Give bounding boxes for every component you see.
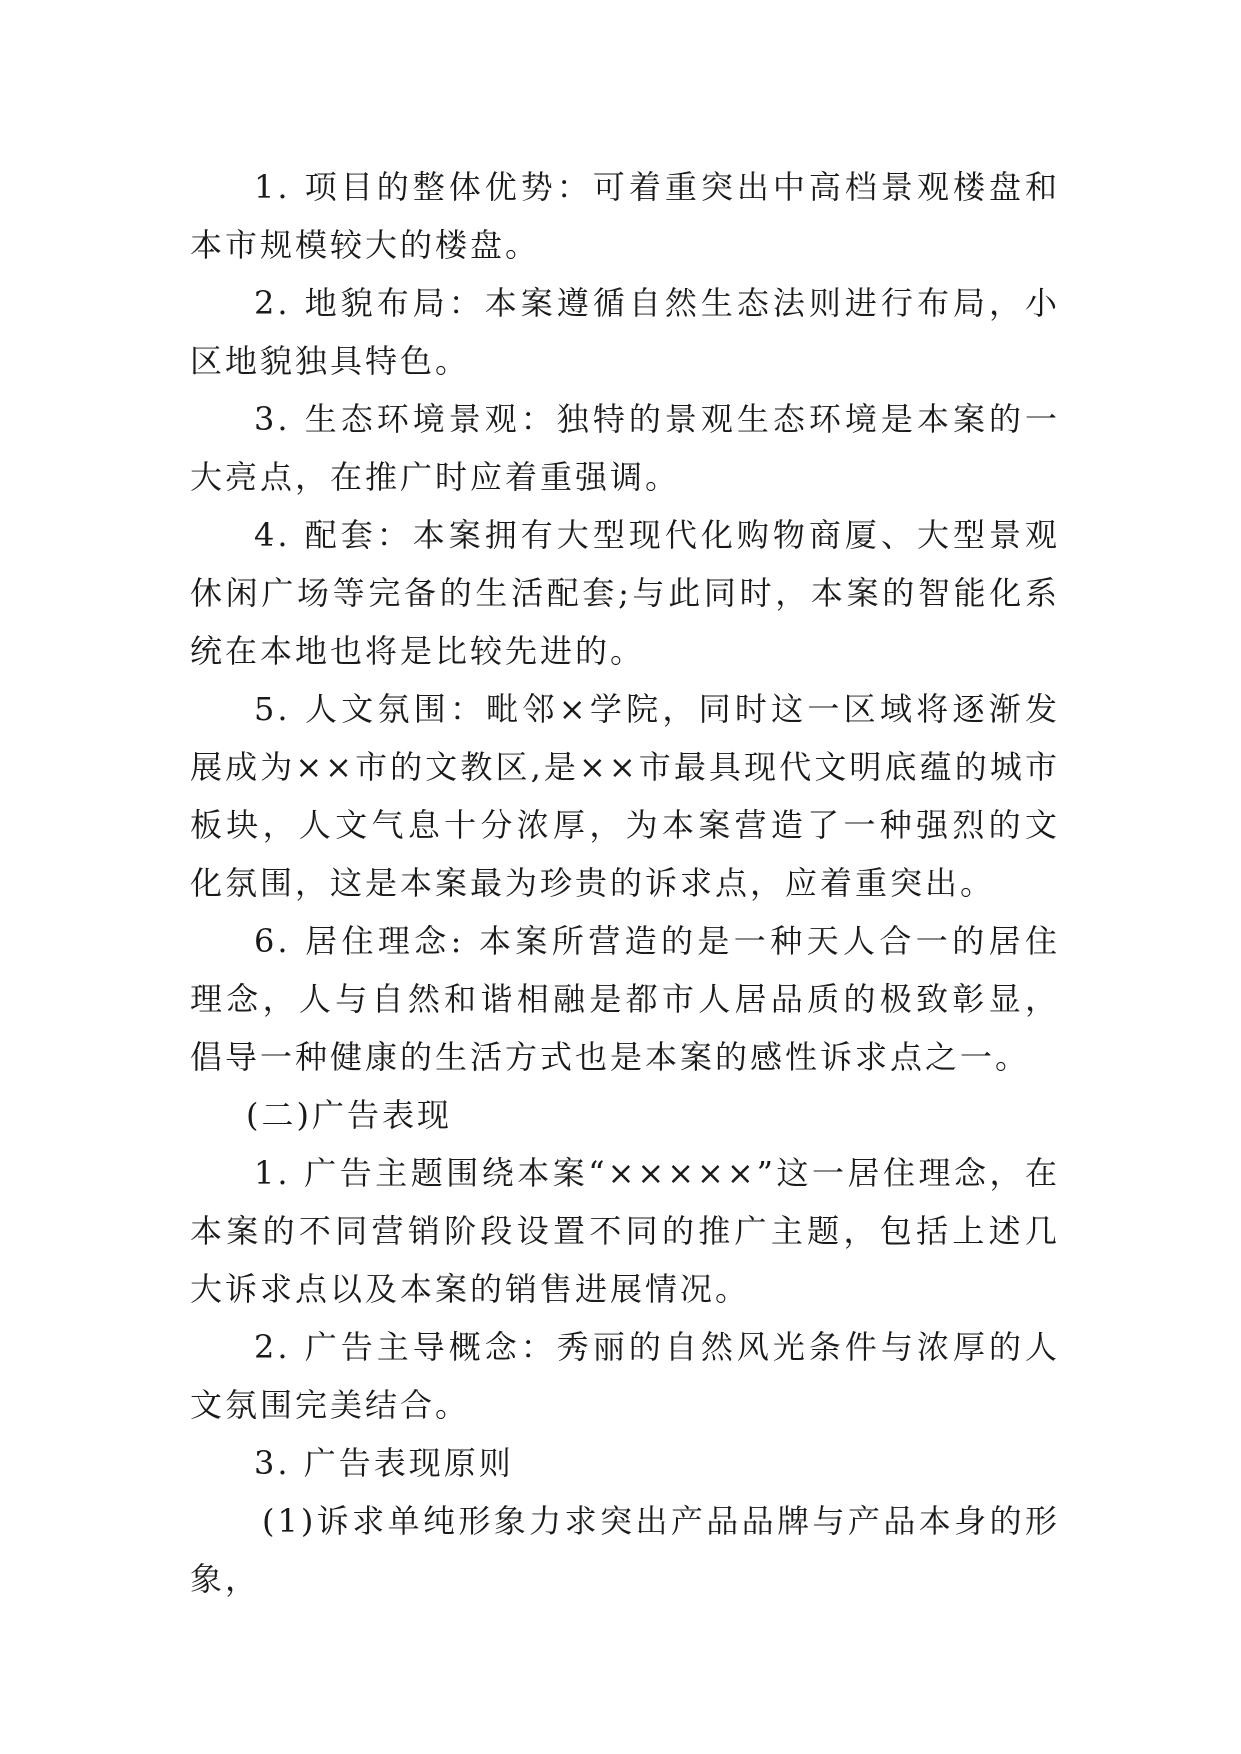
paragraph-ecological-landscape: 3. 生态环境景观：独特的景观生态环境是本案的一大亮点，在推广时应着重强调。 (190, 400, 1060, 496)
paragraph-landform-layout: 2. 地貌布局：本案遵循自然生态法则进行布局，小区地貌独具特色。 (190, 284, 1060, 380)
paragraph-cultural-atmosphere: 5. 人文氛围：毗邻×学院，同时这一区域将逐渐发展成为××市的文教区,是××市最具现代文明底蕴的城市板块，人文气息十分浓厚，为本案营造了一种强烈的文化氛围，这是本案最为珍贵的诉求点，应着重突出。 (190, 690, 1060, 902)
paragraph-principle-1: (1)诉求单纯形象力求突出产品品牌与产品本身的形象， (190, 1502, 1060, 1598)
paragraph-facilities: 4. 配套：本案拥有大型现代化购物商厦、大型景观休闲广场等完备的生活配套;与此同时，本案的智能化系统在本地也将是比较先进的。 (190, 516, 1060, 670)
document-body (190, 158, 1060, 1608)
paragraph-overall-advantage: 1. 项目的整体优势：可着重突出中高档景观楼盘和本市规模较大的楼盘。 (190, 168, 1060, 264)
paragraph-living-concept: 6. 居住理念: 本案所营造的是一种天人合一的居住理念，人与自然和谐相融是都市人居品质的极致彰显，倡导一种健康的生活方式也是本案的感性诉求点之一。 (190, 922, 1060, 1076)
paragraph-ad-concept: 2. 广告主导概念：秀丽的自然风光条件与浓厚的人文氛围完美结合。 (190, 1328, 1060, 1424)
section-heading-ad-expression: (二)广告表现 (246, 1096, 452, 1134)
paragraph-ad-theme: 1. 广告主题围绕本案“×××××”这一居住理念，在本案的不同营销阶段设置不同的推广主题，包括上述几大诉求点以及本案的销售进展情况。 (190, 1154, 1060, 1308)
paragraph-ad-principles: 3. 广告表现原则 (254, 1444, 514, 1482)
